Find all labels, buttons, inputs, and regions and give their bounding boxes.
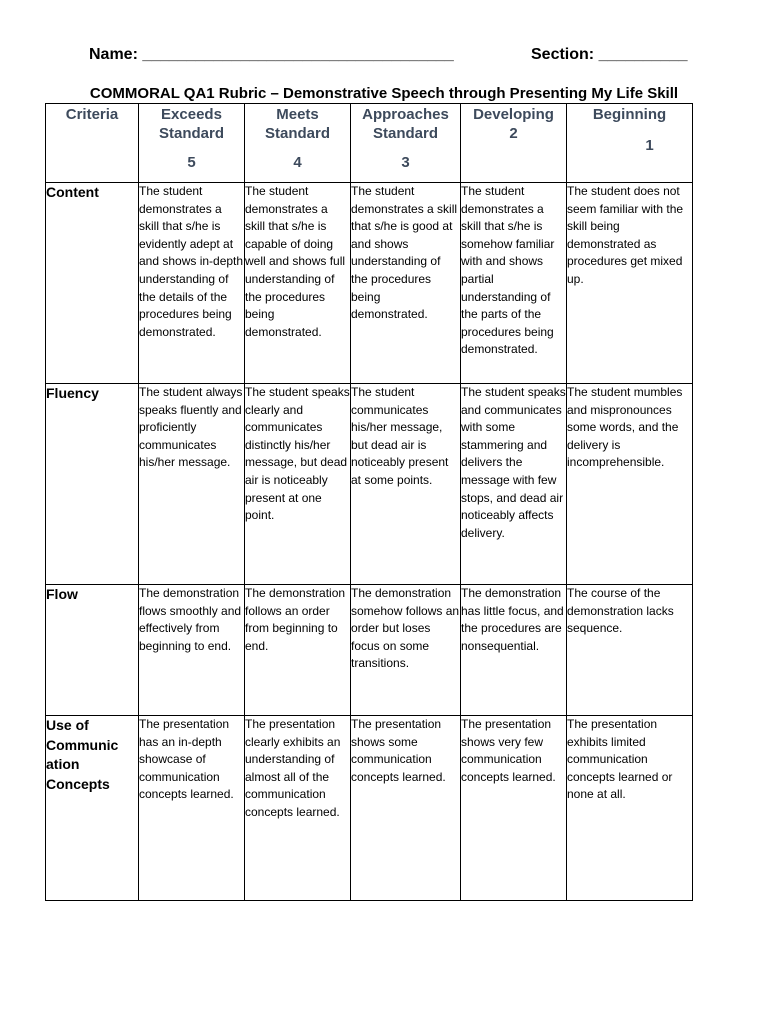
descriptor-cell: The presentation has an in-depth showcase of communication concepts learned. <box>139 716 245 901</box>
descriptor-cell: The student does not seem familiar with the skill being demonstrated as procedures get mixed up. <box>567 183 693 384</box>
descriptor-cell: The demonstration has little focus, and the procedures are nonsequential. <box>461 585 567 716</box>
descriptor-cell: The student demonstrates a skill that s/he is evidently adept at and shows in-depth understanding of the details of the procedures being demonstrated. <box>139 183 245 384</box>
descriptor-cell: The presentation clearly exhibits an understanding of almost all of the communication concepts learned. <box>245 716 351 901</box>
column-header-label: Criteria <box>65 106 119 123</box>
criteria-cell <box>46 716 139 901</box>
descriptor-cell: The demonstration follows an order from beginning to end. <box>245 585 351 716</box>
descriptor-cell: The student always speaks fluently and proficiently communicates his/her message. <box>139 384 245 585</box>
column-header-label: Exceeds Standard <box>158 106 224 142</box>
rubric-row-flow <box>46 585 693 716</box>
column-header-label: Beginning <box>592 106 667 123</box>
column-header-score: 5 <box>187 154 196 171</box>
descriptor-cell: The student speaks and communicates with some stammering and delivers the message with few stops, and dead air noticeably affects delivery. <box>461 384 567 585</box>
descriptor-cell: The demonstration somehow follows an order but loses focus on some transitions. <box>351 585 461 716</box>
rubric-row-fluency <box>46 384 693 585</box>
criteria-cell <box>46 183 139 384</box>
rubric-table <box>45 103 693 901</box>
column-header-label: Approaches Standard <box>362 106 449 142</box>
descriptor-cell: The course of the demonstration lacks sequence. <box>567 585 693 716</box>
criteria-cell <box>46 384 139 585</box>
column-header-score: 3 <box>401 154 410 171</box>
column-header-label: Developing <box>473 106 554 123</box>
column-header-score: 1 <box>645 137 654 154</box>
descriptor-cell: The student communicates his/her message, but dead air is noticeably present at some points. <box>351 384 461 585</box>
descriptor-cell: The student demonstrates a skill that s/he is good at and shows understanding of the procedures being demonstrated. <box>351 183 461 384</box>
descriptor-cell: The student demonstrates a skill that s/he is capable of doing well and shows full understanding of the procedures being demonstrated. <box>245 183 351 384</box>
descriptor-cell: The presentation exhibits limited communication concepts learned or none at all. <box>567 716 693 901</box>
column-header-score: 2 <box>509 125 518 142</box>
section-field-label: Section: __________ <box>531 46 688 63</box>
rubric-row-communication-concepts <box>46 716 693 901</box>
criteria-cell <box>46 585 139 716</box>
descriptor-cell: The presentation shows some communication concepts learned. <box>351 716 461 901</box>
descriptor-cell: The student speaks clearly and communicates distinctly his/her message, but dead air is noticeably present at one point. <box>245 384 351 585</box>
column-header-beginning <box>567 104 693 183</box>
rubric-title <box>0 85 768 102</box>
criteria-label: Content <box>46 184 99 200</box>
rubric-row-content <box>46 183 693 384</box>
column-header-developing <box>461 104 567 183</box>
descriptor-cell: The demonstration flows smoothly and effectively from beginning to end. <box>139 585 245 716</box>
name-field-label: Name: ___________________________________ <box>89 46 454 63</box>
criteria-label: Fluency <box>46 385 99 401</box>
rubric-header-row <box>46 104 693 183</box>
rubric-title-text: COMMORAL QA1 Rubric – Demonstrative Speech through Presenting My Life Skill <box>89 85 679 102</box>
column-header-criteria <box>46 104 139 183</box>
descriptor-cell: The student demonstrates a skill that s/he is somehow familiar with and shows partial understanding of the parts of the procedures being demonstrated. <box>461 183 567 384</box>
column-header-approaches <box>351 104 461 183</box>
column-header-meets <box>245 104 351 183</box>
criteria-label: Use of Communic ation Concepts <box>46 717 119 792</box>
descriptor-cell: The presentation shows very few communication concepts learned. <box>461 716 567 901</box>
descriptor-cell: The student mumbles and mispronounces some words, and the delivery is incomprehensible. <box>567 384 693 585</box>
column-header-score: 4 <box>293 154 302 171</box>
column-header-exceeds <box>139 104 245 183</box>
column-header-label: Meets Standard <box>264 106 330 142</box>
criteria-label: Flow <box>46 586 78 602</box>
student-info-line <box>0 46 768 68</box>
